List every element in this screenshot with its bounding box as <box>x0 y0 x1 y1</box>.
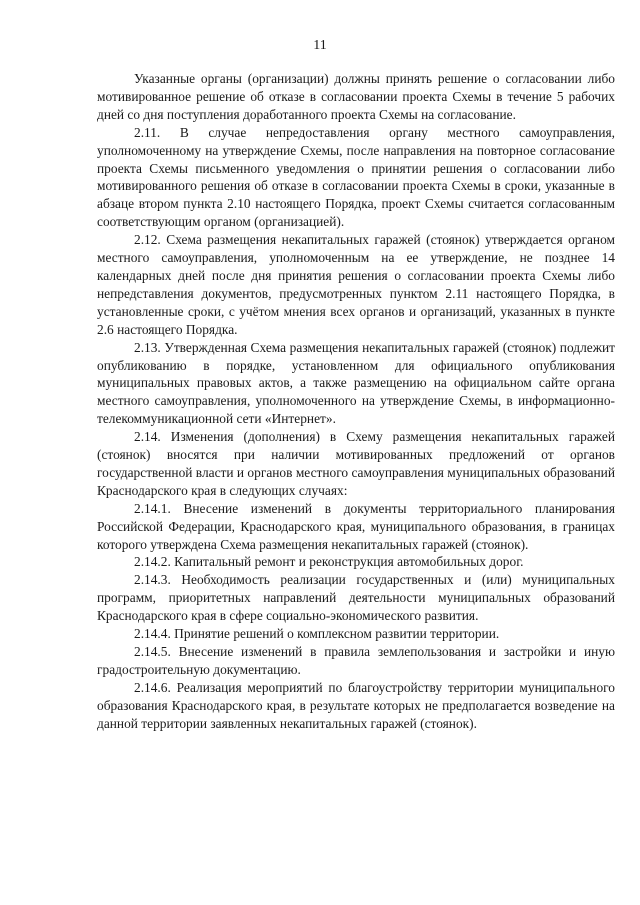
paragraph-approval-deadline: Указанные органы (организации) должны принять решение о согласовании либо мотивированное решение об отказе в согласовании проекта Схемы в течение 5 рабочих дней со дня поступления доработанного проекта Схемы на согласование. <box>97 71 615 122</box>
paragraph-2-14-3: 2.14.3. Необходимость реализации государственных и (или) муниципальных программ, приоритетных направлений деятельности муниципальных образований Краснодарского края в сфере социально-экономического развития. <box>97 572 615 624</box>
paragraph-2-14-5: 2.14.5. Внесение изменений в правила землепользования и застройки и иную градостроительную документацию. <box>97 644 615 677</box>
paragraph-2-12: 2.12. Схема размещения некапитальных гаражей (стоянок) утверждается органом местного самоуправления, уполномоченным на ее утверждение, не позднее 14 календарных дней после дня принятия решения о согласовании проекта Схемы либо непредставления документов, предусмотренных пунктом 2.11 настоящего Порядка, в установленные сроки, с учётом мнения всех органов и организаций, указанных в пункте 2.6 настоящего Порядка. <box>97 232 615 337</box>
paragraph-2-14-4: 2.14.4. Принятие решений о комплексном развитии территории. <box>134 626 500 642</box>
paragraph-2-13: 2.13. Утвержденная Схема размещения некапитальных гаражей (стоянок) подлежит опубликованию в порядке, установленном для официального опубликования муниципальных правовых актов, а также размещению на официальном сайте органа местного самоуправления, уполномоченного на утверждение Схемы, в информационно-телекоммуникационной сети «Интернет». <box>97 339 615 427</box>
paragraph-2-14: 2.14. Изменения (дополнения) в Схему размещения некапитальных гаражей (стоянок) вносятся при наличии мотивированных предложений от органов государственной власти и органов местного самоуправления муниципальных образований Краснодарского края в следующих случаях: <box>97 429 615 498</box>
page-number: 11 <box>313 38 327 53</box>
paragraph-2-14-6: 2.14.6. Реализация мероприятий по благоустройству территории муниципального образования Краснодарского края, в результате которых не предполагается возведение на данной территории заявленных некапитальных гаражей (стоянок). <box>97 679 615 731</box>
document-body <box>97 70 615 733</box>
paragraph-2-14-1: 2.14.1. Внесение изменений в документы территориального планирования Российской Федерации, Краснодарского края, муниципального образования, в границах которого утверждена Схема размещения некапитальных гаражей (стоянок). <box>97 500 615 552</box>
paragraph-2-14-2: 2.14.2. Капитальный ремонт и реконструкция автомобильных дорог. <box>134 554 524 570</box>
paragraph-2-11: 2.11. В случае непредоставления органу местного самоуправления, уполномоченному на утверждение Схемы, после направления на повторное согласование проекта Схемы письменного уведомления о принятии решения о согласовании либо мотивированного решения об отказе в согласовании проекта Схемы в сроки, указанные в абзаце втором пункта 2.10 настоящего Порядка, проект Схемы считается согласованным соответствующим органом (организацией). <box>97 124 615 230</box>
